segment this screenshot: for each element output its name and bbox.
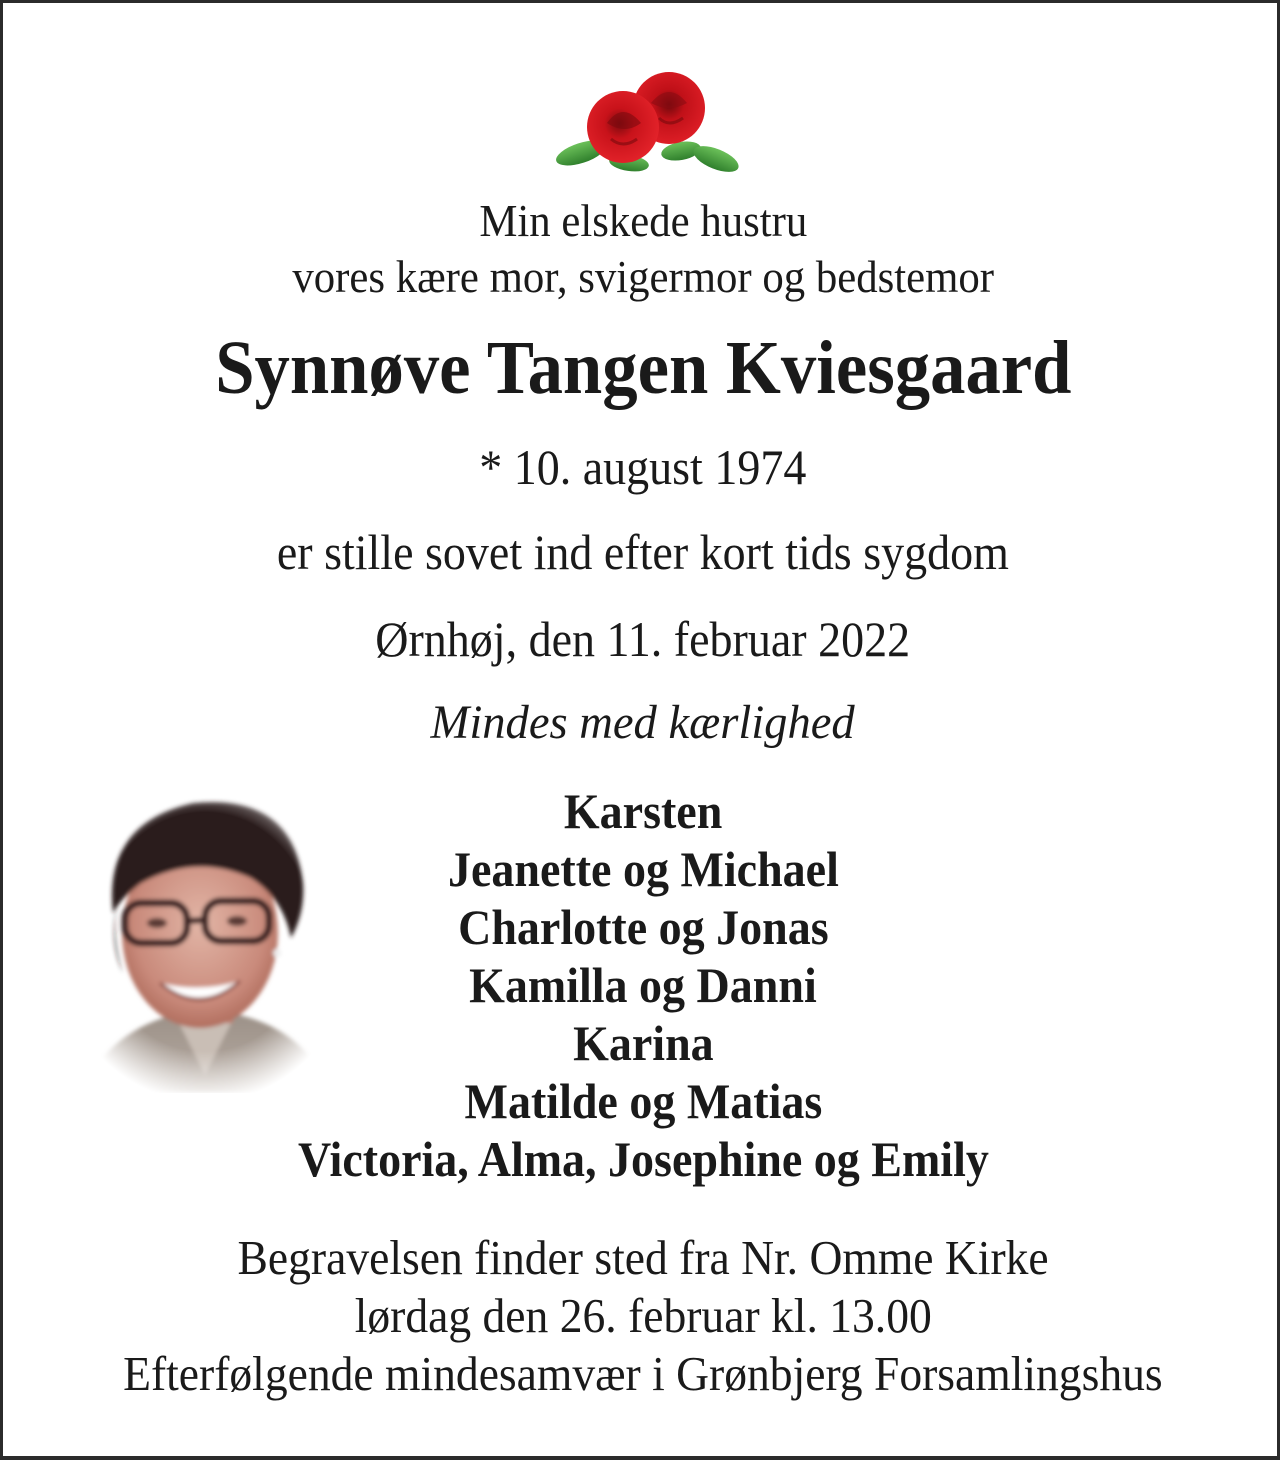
family-member-4: Kamilla og Danni <box>469 957 817 1013</box>
deceased-name: Synnøve Tangen Kviesgaard <box>214 326 1072 410</box>
passing-statement: er stille sovet ind efter kort tids sygdom <box>276 524 1010 580</box>
funeral-location: Begravelsen finder sted fra Nr. Omme Kirke <box>237 1230 1049 1285</box>
family-member-3: Charlotte og Jonas <box>457 899 829 955</box>
family-member-2: Jeanette og Michael <box>447 841 839 897</box>
intro-line-2: vores kære mor, svigermor og bedstemor <box>292 251 994 302</box>
place-and-date: Ørnhøj, den 11. februar 2022 <box>375 611 911 667</box>
red-roses-icon <box>551 63 741 173</box>
intro-line-1: Min elskede hustru <box>479 195 807 246</box>
remembrance-line: Mindes med kærlighed <box>430 696 856 749</box>
family-member-5: Karina <box>572 1015 714 1071</box>
family-member-7: Victoria, Alma, Josephine og Emily <box>297 1131 989 1187</box>
funeral-time: lørdag den 26. februar kl. 13.00 <box>354 1288 932 1343</box>
family-member-1: Karsten <box>563 783 723 839</box>
family-member-6: Matilde og Matias <box>464 1073 822 1129</box>
birth-date: * 10. august 1974 <box>479 439 807 495</box>
memorial-gathering: Efterfølgende mindesamvær i Grønbjerg Forsamlingshus <box>123 1346 1163 1401</box>
